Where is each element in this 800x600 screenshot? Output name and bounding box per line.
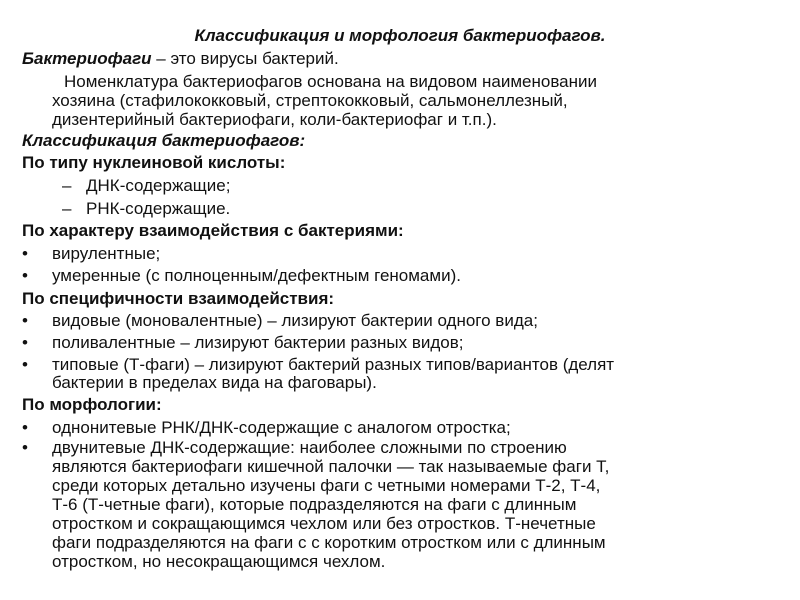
dash-marker: – <box>62 199 72 218</box>
list-item: умеренные (с полноценным/дефектным геномами). <box>52 266 461 285</box>
list-item-continuation: отростком и сокращающимся чехлом или без отростков. Т-нечетные <box>52 514 596 533</box>
specificity-heading: По специфичности взаимодействия: <box>22 289 335 308</box>
nomenclature-line: дизентерийный бактериофаги, коли-бактериофаг и т.п.). <box>52 110 497 129</box>
list-item-continuation: бактерии в пределах вида на фаговары). <box>52 373 377 392</box>
bullet: • <box>22 311 28 330</box>
list-item: РНК-содержащие. <box>86 199 231 218</box>
list-item-continuation: Т-6 (Т-четные фаги), которые подразделяются на фаги с длинным <box>52 495 577 514</box>
interaction-heading: По характеру взаимодействия с бактериями: <box>22 221 404 240</box>
bullet: • <box>22 438 28 457</box>
bullet: • <box>22 355 28 374</box>
list-item: видовые (моновалентные) – лизируют бактерии одного вида; <box>52 311 538 330</box>
list-item-continuation: среди которых детально изучены фаги с четными номерами Т-2, Т-4, <box>52 476 601 495</box>
list-item: поливалентные – лизируют бактерии разных видов; <box>52 333 464 352</box>
list-item-continuation: фаги подразделяются на фаги с с коротким отростком или с длинным <box>52 533 606 552</box>
nomenclature-line: Номенклатура бактериофагов основана на видовом наименовании <box>64 72 598 91</box>
list-item: двунитевые ДНК-содержащие: наиболее сложными по строению <box>52 438 567 457</box>
page-title: Классификация и морфология бактериофагов. <box>194 26 606 45</box>
bullet: • <box>22 333 28 352</box>
bullet: • <box>22 244 28 263</box>
list-item-continuation: отростком, но несокращающимся чехлом. <box>52 552 386 571</box>
bullet: • <box>22 418 28 437</box>
bullet: • <box>22 266 28 285</box>
intro-rest: – это вирусы бактерий. <box>151 49 339 68</box>
nomenclature-line: хозяина (стафилококковый, стрептококковый, сальмонеллезный, <box>52 91 568 110</box>
dash-marker: – <box>62 176 72 195</box>
nucleic-heading: По типу нуклеиновой кислоты: <box>22 153 286 172</box>
classification-heading: Классификация бактериофагов: <box>22 131 306 150</box>
list-item: однонитевые РНК/ДНК-содержащие с аналогом отростка; <box>52 418 511 437</box>
list-item-continuation: являются бактериофаги кишечной палочки — так называемые фаги Т, <box>52 457 610 476</box>
list-item: вирулентные; <box>52 244 161 263</box>
morphology-heading: По морфологии: <box>22 395 162 414</box>
intro-line <box>22 49 339 69</box>
list-item: ДНК-содержащие; <box>86 176 231 195</box>
intro-term: Бактериофаги <box>22 49 152 68</box>
list-item: типовые (Т-фаги) – лизируют бактерий разных типов/вариантов (делят <box>52 355 615 374</box>
